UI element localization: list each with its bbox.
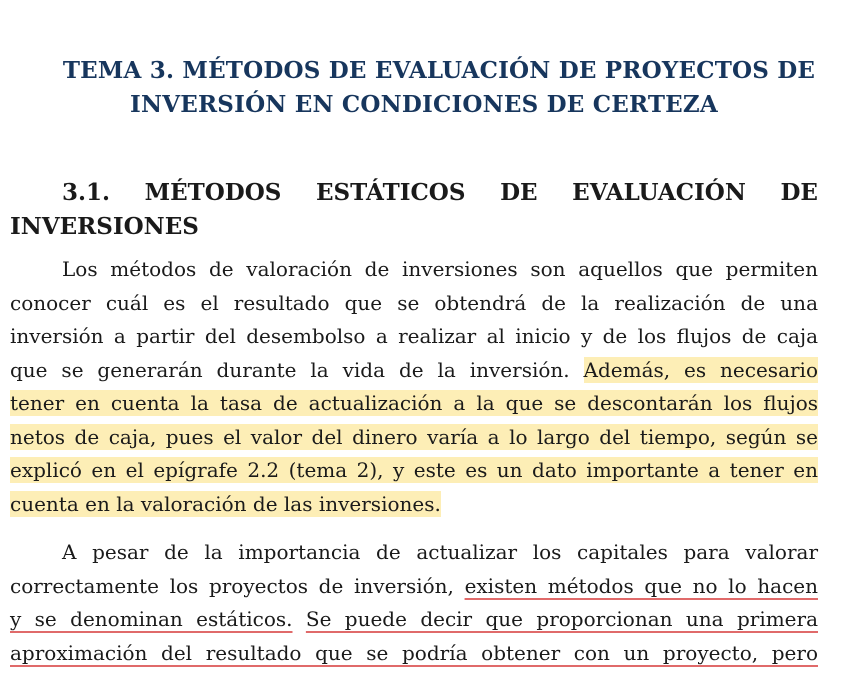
paragraph-1: [10, 253, 818, 521]
paragraph-line: Los métodos de valoración de inversiones son aquellos que permiten: [62, 257, 818, 281]
section-number: 3.1.: [62, 179, 111, 206]
paragraph-2: [10, 536, 818, 670]
title-line-2: INVERSIÓN EN CONDICIONES DE CERTEZA: [130, 91, 718, 118]
section-heading-line-1: [10, 176, 818, 210]
paragraph-line: [10, 387, 818, 421]
section-word: ESTÁTICOS: [316, 179, 466, 206]
paragraph-line: [10, 488, 818, 522]
paragraph-line: [10, 570, 818, 604]
paragraph-line: conocer cuál es el resultado que se obtendrá de la realización de una: [10, 290, 818, 315]
paragraph-line: [10, 354, 818, 388]
section-word: DE: [500, 179, 538, 206]
section-word: MÉTODOS: [144, 179, 282, 206]
document-title: [0, 54, 848, 122]
underlined-text: aproximación del resultado que se podría obtener con un proyecto, pero: [10, 640, 818, 665]
plain-text: [293, 607, 306, 631]
section-heading-line-2: INVERSIONES: [10, 213, 199, 240]
section-word: DE: [780, 179, 818, 206]
plain-text: que se generarán durante la vida de la inversión.: [10, 357, 584, 382]
underlined-text: existen métodos que no lo hacen: [464, 573, 818, 598]
title-line-1: TEMA 3. MÉTODOS DE EVALUACIÓN DE PROYECTOS DE: [62, 57, 816, 84]
plain-text: correctamente los proyectos de inversión,: [10, 573, 465, 598]
paragraph-line: A pesar de la importancia de actualizar los capitales para valorar: [62, 540, 818, 564]
paragraph-line: [10, 421, 818, 455]
highlighted-text: cuenta en la valoración de las inversiones.: [10, 491, 441, 516]
underlined-text: y se denominan estáticos.: [10, 607, 293, 631]
paragraph-line: [10, 454, 818, 488]
highlighted-text: Además, es necesario: [583, 357, 818, 382]
paragraph-line: inversión a partir del desembolso a realizar al inicio y de los flujos de caja: [10, 324, 818, 348]
underlined-text: Se puede decir que proporcionan una primera: [305, 607, 818, 631]
section-word: EVALUACIÓN: [572, 179, 746, 206]
highlighted-text: netos de caja, pues el valor del dinero varía a lo largo del tiempo, según se: [10, 424, 818, 449]
highlighted-text: explicó en el epígrafe 2.2 (tema 2), y este es un dato importante a tener en: [10, 458, 818, 482]
paragraph-line: [10, 637, 818, 671]
paragraph-line: [10, 603, 818, 637]
highlighted-text: tener en cuenta la tasa de actualización a la que se descontarán los flujos: [10, 391, 818, 415]
section-heading: [10, 176, 818, 244]
